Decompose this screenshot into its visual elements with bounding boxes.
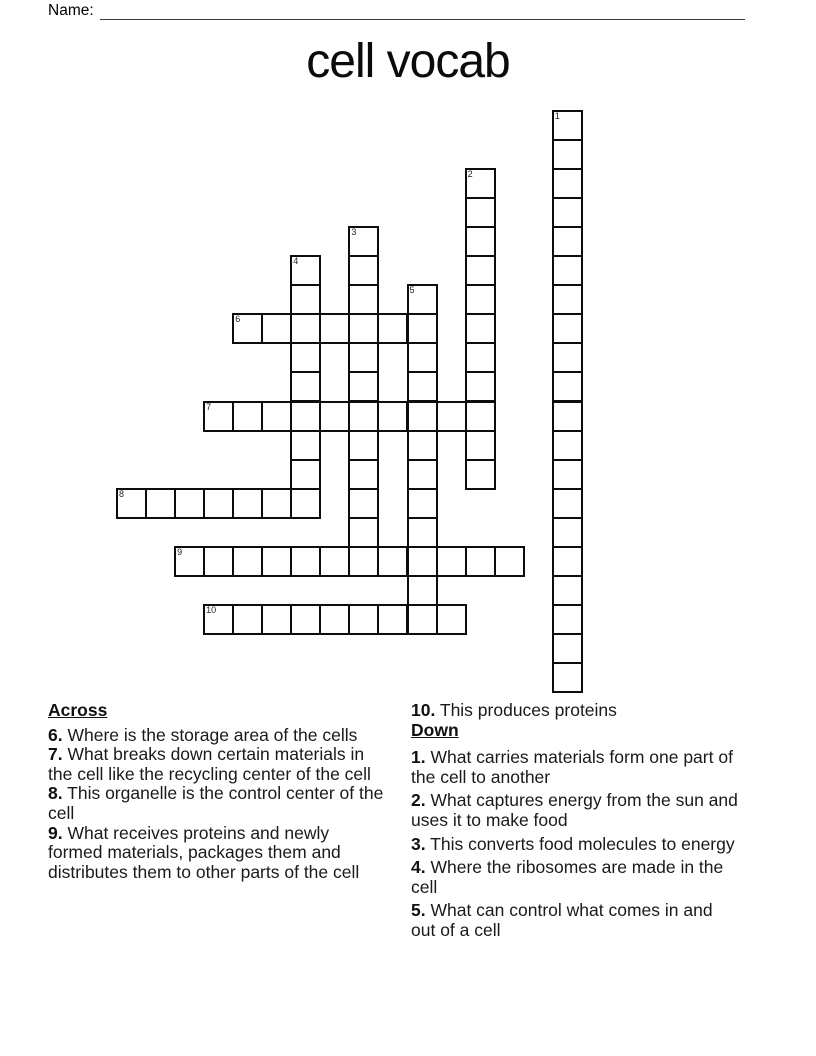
grid-cell <box>552 168 583 199</box>
clue-item <box>48 745 386 784</box>
clue-text: What can control what comes in and out of a cell <box>411 900 713 940</box>
clue-number: 4. <box>411 857 426 878</box>
grid-cell <box>348 517 379 548</box>
name-fill-in-line <box>100 18 745 20</box>
grid-cell <box>232 401 263 432</box>
cell-number: 8 <box>119 488 125 499</box>
clue-item <box>411 835 741 855</box>
grid-cell <box>377 546 408 577</box>
grid-cell <box>552 633 583 664</box>
grid-cell <box>407 371 438 402</box>
grid-cell <box>407 575 438 606</box>
grid-cell <box>174 546 205 577</box>
clue-number: 1. <box>411 747 426 768</box>
grid-cell <box>465 459 496 490</box>
clue-number: 9. <box>48 822 63 843</box>
grid-cell <box>436 401 467 432</box>
grid-cell <box>407 401 438 432</box>
grid-cell <box>552 662 583 693</box>
grid-cell <box>348 255 379 286</box>
clue-item <box>411 858 741 897</box>
grid-cell <box>348 430 379 461</box>
clue-item <box>411 791 741 830</box>
grid-cell <box>319 313 350 344</box>
grid-cell <box>407 488 438 519</box>
grid-cell <box>552 604 583 635</box>
grid-cell <box>290 459 321 490</box>
grid-cell <box>377 313 408 344</box>
grid-cell <box>552 459 583 490</box>
grid-cell <box>261 313 292 344</box>
across-heading: Across <box>48 700 108 720</box>
grid-cell <box>348 313 379 344</box>
grid-cell <box>465 430 496 461</box>
clue-item <box>48 824 386 883</box>
grid-cell <box>552 139 583 170</box>
grid-cell <box>348 371 379 402</box>
grid-cell <box>203 488 234 519</box>
clue-item <box>48 726 386 746</box>
grid-cell <box>377 604 408 635</box>
grid-cell <box>552 575 583 606</box>
clue-text: This produces proteins <box>435 700 617 720</box>
grid-cell <box>407 517 438 548</box>
grid-cell <box>552 226 583 257</box>
grid-cell <box>348 488 379 519</box>
clue-number: 10. <box>411 700 436 720</box>
grid-cell <box>407 284 438 315</box>
grid-cell <box>552 110 583 141</box>
grid-cell <box>348 284 379 315</box>
grid-cell <box>348 604 379 635</box>
clue-text: What captures energy from the sun and uses it to make food <box>411 790 738 830</box>
clue-item <box>411 701 741 721</box>
clue-item <box>411 748 741 787</box>
grid-cell <box>552 430 583 461</box>
cell-number: 3 <box>351 227 357 238</box>
name-label: Name: <box>48 2 94 19</box>
grid-cell <box>465 255 496 286</box>
cell-number: 7 <box>206 401 212 412</box>
grid-cell <box>552 371 583 402</box>
grid-cell <box>290 604 321 635</box>
grid-cell <box>407 430 438 461</box>
clue-text: This organelle is the control center of the cell <box>48 783 384 823</box>
grid-cell <box>145 488 176 519</box>
grid-cell <box>552 401 583 432</box>
grid-cell <box>552 517 583 548</box>
clue-text: Where the ribosomes are made in the cell <box>411 857 724 897</box>
across-clue-10-slot <box>411 701 741 721</box>
grid-cell <box>465 546 496 577</box>
grid-cell <box>348 342 379 373</box>
down-clues-list <box>411 748 741 940</box>
clue-number: 3. <box>411 833 426 854</box>
grid-cell <box>465 226 496 257</box>
grid-cell <box>494 546 525 577</box>
grid-cell <box>348 226 379 257</box>
grid-cell <box>116 488 147 519</box>
grid-cell <box>290 546 321 577</box>
clue-text: Where is the storage area of the cells <box>62 724 358 745</box>
cell-number: 4 <box>293 256 299 267</box>
across-clues-column <box>48 701 386 882</box>
grid-cell <box>261 488 292 519</box>
grid-cell <box>552 546 583 577</box>
grid-cell <box>232 546 263 577</box>
grid-cell <box>552 197 583 228</box>
page-title: cell vocab <box>306 35 510 88</box>
grid-cell <box>290 342 321 373</box>
grid-cell <box>465 313 496 344</box>
grid-cell <box>552 255 583 286</box>
cell-number: 5 <box>409 285 415 296</box>
grid-cell <box>203 401 234 432</box>
grid-cell <box>319 546 350 577</box>
grid-cell <box>203 604 234 635</box>
grid-cell <box>290 488 321 519</box>
grid-cell <box>436 604 467 635</box>
clue-number: 2. <box>411 790 426 811</box>
grid-cell <box>407 459 438 490</box>
clue-item <box>48 784 386 823</box>
grid-cell <box>552 313 583 344</box>
grid-cell <box>407 604 438 635</box>
grid-cell <box>290 255 321 286</box>
down-clues-column <box>411 701 741 945</box>
clue-text: What carries materials form one part of the cell to another <box>411 747 733 787</box>
grid-cell <box>377 401 408 432</box>
grid-cell <box>232 488 263 519</box>
grid-cell <box>261 604 292 635</box>
clue-item <box>411 901 741 940</box>
grid-cell <box>290 430 321 461</box>
grid-cell <box>436 546 467 577</box>
cell-number: 10 <box>206 604 217 615</box>
grid-cell <box>232 313 263 344</box>
cell-number: 2 <box>467 169 473 180</box>
across-clues-list <box>48 726 386 883</box>
clue-number: 7. <box>48 744 63 765</box>
grid-cell <box>407 313 438 344</box>
grid-cell <box>319 401 350 432</box>
clue-text: This converts food molecules to energy <box>425 833 735 854</box>
grid-cell <box>348 401 379 432</box>
crossword-grid <box>116 110 586 695</box>
grid-cell <box>348 546 379 577</box>
grid-cell <box>174 488 205 519</box>
grid-cell <box>465 168 496 199</box>
grid-cell <box>552 342 583 373</box>
grid-cell <box>407 342 438 373</box>
grid-cell <box>465 342 496 373</box>
grid-cell <box>232 604 263 635</box>
grid-cell <box>465 284 496 315</box>
clue-text: What receives proteins and newly formed materials, packages them and distributes them to other parts of the cell <box>48 822 360 882</box>
grid-cell <box>465 401 496 432</box>
clue-text: What breaks down certain materials in the cell like the recycling center of the cell <box>48 744 371 784</box>
clue-number: 8. <box>48 783 63 804</box>
grid-cell <box>290 284 321 315</box>
cell-number: 1 <box>554 111 560 121</box>
cell-number: 6 <box>235 314 241 325</box>
grid-cell <box>261 546 292 577</box>
grid-cell <box>290 371 321 402</box>
grid-cell <box>465 371 496 402</box>
grid-cell <box>203 546 234 577</box>
grid-cell <box>319 604 350 635</box>
grid-cell <box>290 401 321 432</box>
grid-cell <box>348 459 379 490</box>
down-heading: Down <box>411 719 459 740</box>
clue-number: 5. <box>411 900 426 921</box>
grid-cell <box>552 488 583 519</box>
clue-number: 6. <box>48 724 63 745</box>
cell-number: 9 <box>177 546 183 557</box>
name-header <box>48 2 768 22</box>
grid-cell <box>465 197 496 228</box>
grid-cell <box>552 284 583 315</box>
grid-cell <box>407 546 438 577</box>
grid-cell <box>261 401 292 432</box>
grid-cell <box>290 313 321 344</box>
